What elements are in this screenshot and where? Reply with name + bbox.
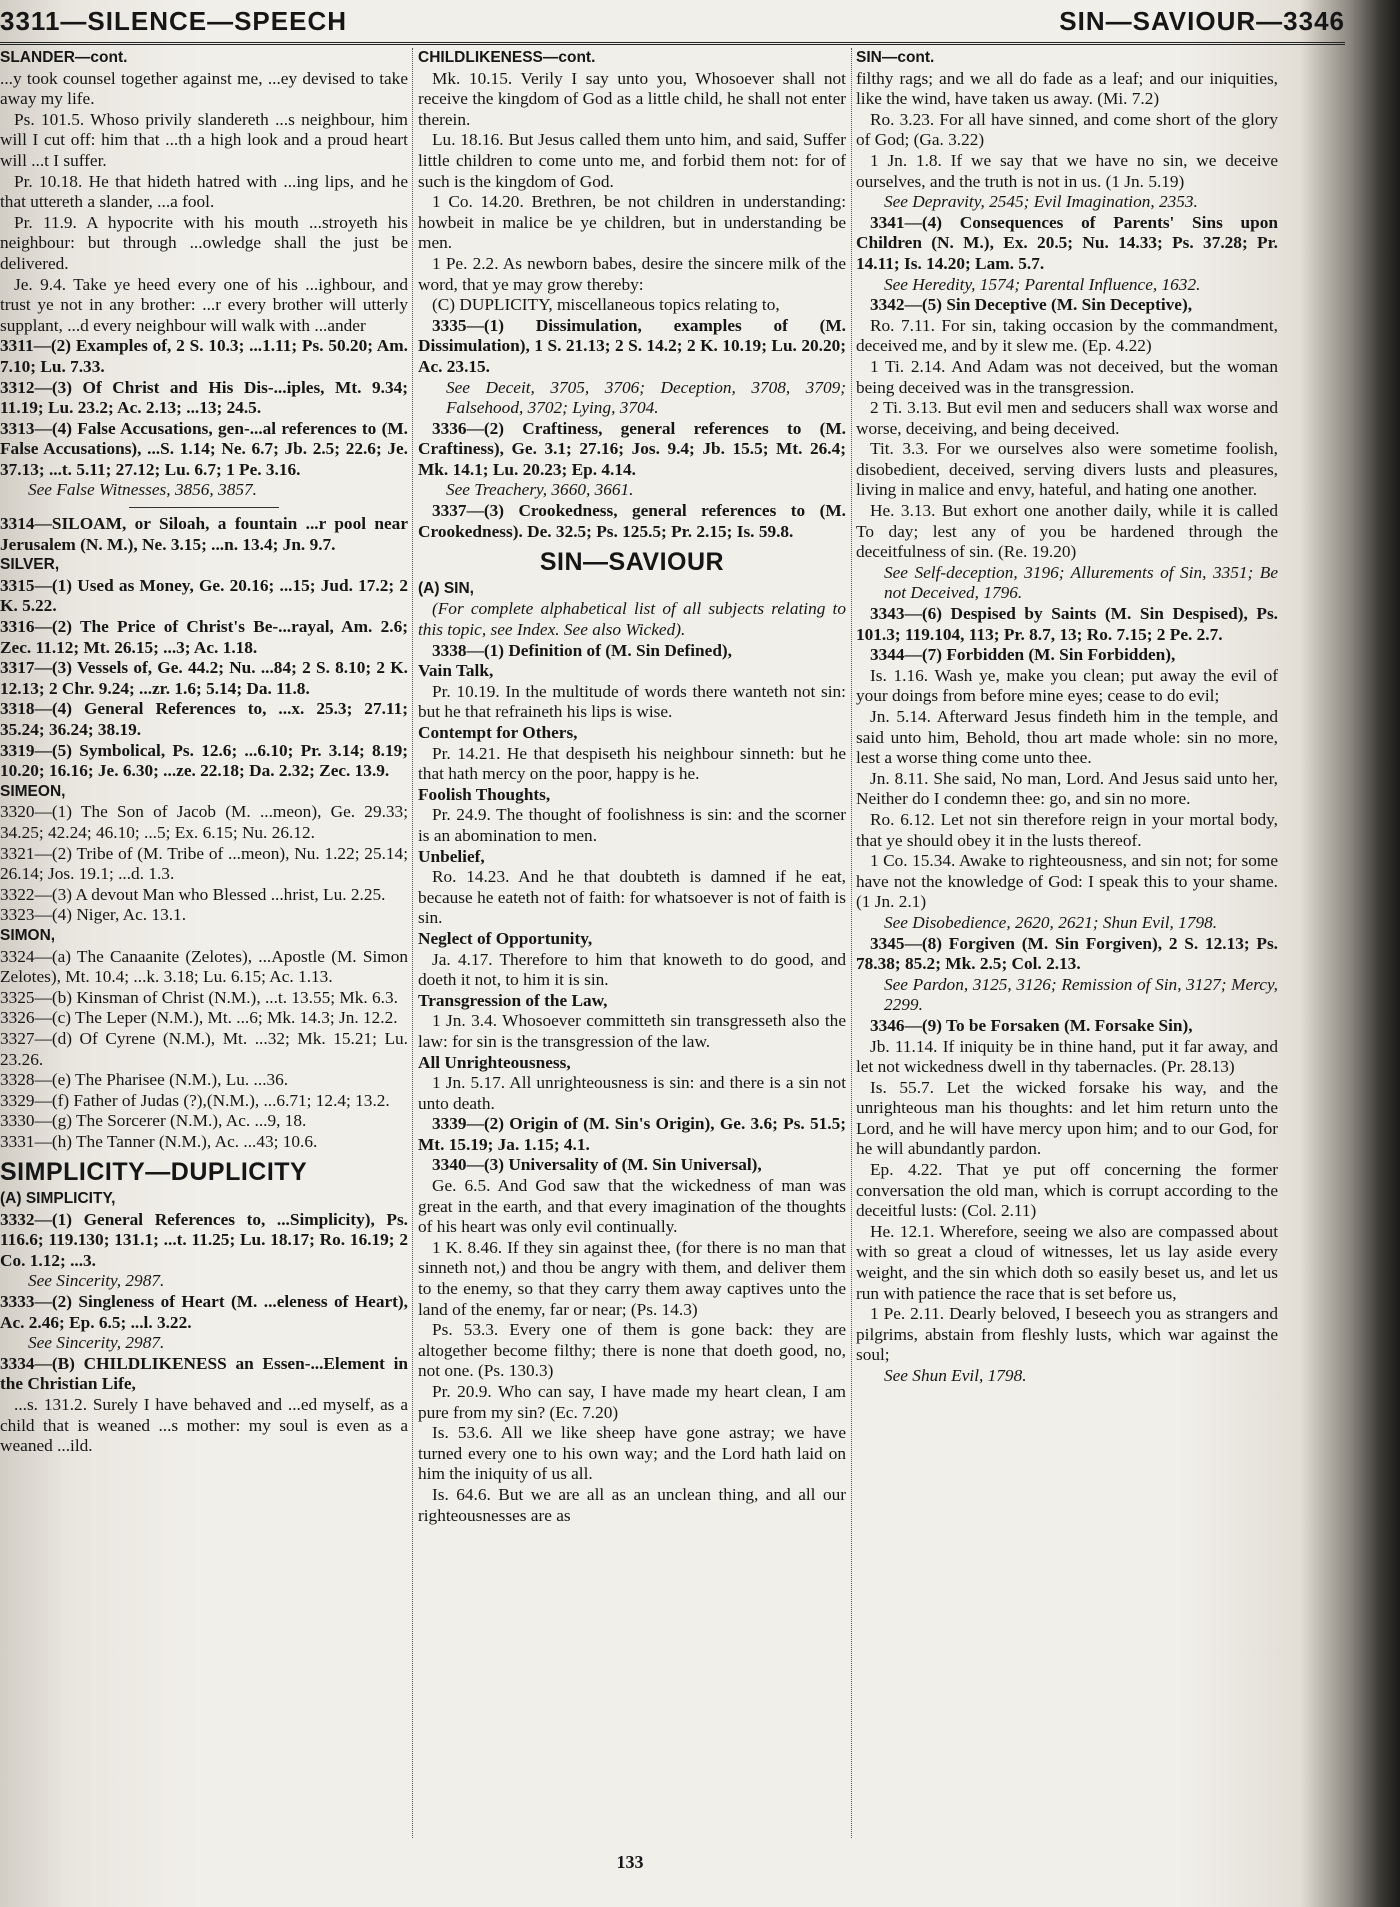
numbered-entry: 3344—(7) Forbidden (M. Sin Forbidden),	[870, 645, 1176, 665]
column-3	[856, 48, 1278, 1838]
divider	[129, 507, 279, 508]
subject-heading: SIMEON,	[0, 782, 66, 800]
verse-entry: Pr. 14.21. He that despiseth his neighbour sinneth: but he that hath mercy on the poor, happy is he.	[418, 743, 846, 784]
numbered-entry: 3324—(a) The Canaanite (Zelotes), ...Apostle (M. Simon Zelotes), Mt. 10.4; ...k. 3.18; Lu. 6.15; Ac. 1.13.	[0, 946, 408, 987]
topic-subheading: Unbelief,	[418, 846, 485, 866]
verse-entry: ...s. 131.2. Surely I have behaved and ...ed myself, as a child that is weaned ...s mother: my soul is even as a weaned ...ild.	[0, 1395, 408, 1456]
numbered-entry: 3335—(1) Dissimulation, examples of (M. Dissimulation), 1 S. 21.13; 2 S. 14.2; 2 K. 10.19; Lu. 20.20; Ac. 23.15.	[418, 315, 846, 376]
verse-entry: Is. 64.6. But we are all as an unclean thing, and all our righteousnesses are as	[418, 1484, 846, 1525]
subject-heading: SIMON,	[0, 926, 56, 944]
verse-entry: Is. 53.6. All we like sheep have gone astray; we have turned every one to his own way; and the Lord hath laid on him the iniquity of us all.	[418, 1423, 846, 1484]
numbered-entry: 3334—(B) CHILDLIKENESS an Essen-...Element in the Christian Life,	[0, 1353, 408, 1394]
cross-reference: See Disobedience, 2620, 2621; Shun Evil, 1798.	[884, 912, 1218, 932]
numbered-entry: 3328—(e) The Pharisee (N.M.), Lu. ...36.	[0, 1070, 289, 1090]
numbered-entry: 3342—(5) Sin Deceptive (M. Sin Deceptive),	[870, 295, 1193, 315]
numbered-entry: 3326—(c) The Leper (N.M.), Mt. ...6; Mk. 14.3; Jn. 12.2.	[0, 1008, 398, 1028]
verse-entry: Ro. 3.23. For all have sinned, and come short of the glory of God; (Ga. 3.22)	[856, 109, 1278, 150]
subsection-heading: (A) SIMPLICITY,	[0, 1190, 116, 1208]
numbered-entry: 3323—(4) Niger, Ac. 13.1.	[0, 905, 187, 925]
running-header-right: SIN—SAVIOUR—3346	[1059, 6, 1345, 36]
verse-entry: 1 Pe. 2.2. As newborn babes, desire the sincere milk of the word, that ye may grow thereby:	[418, 253, 846, 294]
continuation-heading: SIN—cont.	[856, 49, 935, 66]
verse-entry: He. 12.1. Wherefore, seeing we also are compassed about with so great a cloud of witnesses, let us lay aside every weight, and the sin which doth so easily beset us, and let us run with patience the race that is set before us,	[856, 1221, 1278, 1303]
verse-entry: 1 Jn. 5.17. All unrighteousness is sin: and there is a sin not unto death.	[418, 1073, 846, 1113]
verse-entry: Pr. 10.19. In the multitude of words there wanteth not sin: but he that refraineth his lips is wise.	[418, 681, 846, 722]
running-header	[0, 4, 1345, 45]
verse-entry: Je. 9.4. Take ye heed every one of his ...ighbour, and trust ye not in any brother: ...r every brother will utterly supplant, ...d every neighbour will walk with ...ander	[0, 274, 408, 335]
cross-reference: See Sincerity, 2987.	[28, 1333, 165, 1353]
verse-entry: Pr. 10.18. He that hideth hatred with ...ing lips, and he that uttereth a slander, ...a fool.	[0, 171, 408, 212]
column-divider	[412, 48, 413, 1838]
cross-reference: See Sincerity, 2987.	[28, 1271, 165, 1291]
verse-entry: Ro. 14.23. And he that doubteth is damned if he eat, because he eateth not of faith: for whatsoever is not of faith is sin.	[418, 867, 846, 928]
numbered-entry: 3317—(3) Vessels of, Ge. 44.2; Nu. ...84; 2 S. 8.10; 2 K. 12.13; 2 Chr. 9.24; ...zr. 1.6; 5.14; Da. 11.8.	[0, 658, 408, 698]
numbered-entry: 3331—(h) The Tanner (N.M.), Ac. ...43; 10.6.	[0, 1131, 318, 1151]
topic-subheading: All Unrighteousness,	[418, 1052, 571, 1072]
verse-entry: 1 Pe. 2.11. Dearly beloved, I beseech you as strangers and pilgrims, abstain from fleshly lusts, which war against the soul;	[856, 1304, 1278, 1365]
numbered-entry: 3330—(g) The Sorcerer (N.M.), Ac. ...9, 18.	[0, 1111, 307, 1131]
verse-entry: Ps. 101.5. Whoso privily slandereth ...s neighbour, him will I cut off: him that ...th a high look and a proud heart will ...t I suffer.	[0, 109, 408, 170]
numbered-entry: 3316—(2) The Price of Christ's Be-...rayal, Am. 2.6; Zec. 11.12; Mt. 26.15; ...3; Ac. 1.18.	[0, 617, 408, 657]
cross-reference: See Deceit, 3705, 3706; Deception, 3708, 3709; Falsehood, 3702; Lying, 3704.	[446, 377, 846, 418]
verse-entry: 1 K. 8.46. If they sin against thee, (for there is no man that sinneth not,) and thou be angry with them, and deliver them to the enemy, so that they carry them away captives unto the land of the enemy, far or near; (Ps. 14.3)	[418, 1237, 846, 1319]
numbered-entry: 3339—(2) Origin of (M. Sin's Origin), Ge. 3.6; Ps. 51.5; Mt. 15.19; Ja. 1.15; 4.1.	[418, 1114, 846, 1154]
page-number: 133	[616, 1852, 644, 1872]
verse-entry: Lu. 18.16. But Jesus called them unto him, and said, Suffer little children to come unto me, and forbid them not: for of such is the kingdom of God.	[418, 130, 846, 191]
numbered-entry: 3325—(b) Kinsman of Christ (N.M.), ...t. 13.55; Mk. 6.3.	[0, 987, 398, 1007]
verse-entry: Ps. 53.3. Every one of them is gone back: they are altogether become filthy; there is none that doeth good, no, not one. (Ps. 130.3)	[418, 1320, 846, 1381]
numbered-entry: 3338—(1) Definition of (M. Sin Defined),	[432, 640, 733, 660]
numbered-entry: 3318—(4) General References to, ...x. 25.3; 27.11; 35.24; 36.24; 38.19.	[0, 699, 408, 739]
numbered-entry: 3320—(1) The Son of Jacob (M. ...meon), Ge. 29.33; 34.25; 42.24; 46.10; ...5; Ex. 6.15; Nu. 26.12.	[0, 802, 408, 842]
cross-reference: See Self-deception, 3196; Allurements of Sin, 3351; Be not Deceived, 1796.	[884, 562, 1278, 603]
verse-entry: Ro. 6.12. Let not sin therefore reign in your mortal body, that ye should obey it in the lusts thereof.	[856, 809, 1278, 850]
verse-entry: filthy rags; and we all do fade as a leaf; and our iniquities, like the wind, have taken us away. (Mi. 7.2)	[856, 68, 1278, 109]
continuation-heading: SLANDER—cont.	[0, 49, 128, 66]
numbered-entry: 3319—(5) Symbolical, Ps. 12.6; ...6.10; Pr. 3.14; 8.19; 10.20; 16.16; Je. 6.30; ...ze. 22.18; Da. 2.32; Zec. 13.9.	[0, 740, 408, 781]
verse-entry: Ep. 4.22. That ye put off concerning the former conversation the old man, which is corrupt according to the deceitful lusts: (Col. 2.11)	[856, 1160, 1278, 1221]
verse-entry: 1 Ti. 2.14. And Adam was not deceived, but the woman being deceived was in the transgression.	[856, 356, 1278, 397]
verse-entry: 1 Jn. 3.4. Whosoever committeth sin transgresseth also the law: for sin is the transgression of the law.	[418, 1011, 846, 1051]
continuation-heading: CHILDLIKENESS—cont.	[418, 49, 596, 66]
subsection-heading: (A) SIN,	[418, 579, 474, 597]
verse-entry: Ge. 6.5. And God saw that the wickedness of man was great in the earth, and that every imagination of the thoughts of his heart was only evil continually.	[418, 1176, 846, 1237]
verse-entry: Mk. 10.15. Verily I say unto you, Whosoever shall not receive the kingdom of God as a little child, he shall not enter therein.	[418, 68, 846, 129]
cross-reference: See Shun Evil, 1798.	[884, 1366, 1027, 1385]
section-title: SIMPLICITY—DUPLICITY	[0, 1158, 308, 1187]
numbered-entry: 3322—(3) A devout Man who Blessed ...hrist, Lu. 2.25.	[0, 884, 386, 904]
numbered-entry: 3336—(2) Craftiness, general references to (M. Craftiness), Ge. 3.1; 27.16; Jos. 9.4; Jb. 15.5; Mt. 26.4; Mk. 14.1; Lu. 20.23; Ep. 4.14.	[418, 418, 846, 479]
numbered-entry: 3313—(4) False Accusations, gen-...al references to (M. False Accusations), ...S. 1.14; Ne. 6.7; Jb. 2.5; 22.6; Je. 37.13; ...t. 5.11; 27.12; Lu. 6.7; 1 Pe. 3.16.	[0, 418, 408, 479]
verse-entry: Pr. 24.9. The thought of foolishness is sin: and the scorner is an abomination to men.	[418, 805, 846, 845]
verse-entry: Jb. 11.14. If iniquity be in thine hand, put it far away, and let not wickedness dwell in thy tabernacles. (Pr. 28.13)	[856, 1036, 1278, 1077]
verse-entry: Tit. 3.3. For we ourselves also were sometime foolish, disobedient, deceived, serving divers lusts and pleasures, living in malice and envy, hateful, and hating one another.	[856, 439, 1278, 500]
verse-entry: Pr. 11.9. A hypocrite with his mouth ...stroyeth his neighbour: but through ...owledge shall the just be delivered.	[0, 212, 408, 273]
text-line: ...y took counsel together against me, ...ey devised to take away my life.	[0, 68, 408, 109]
index-note: (For complete alphabetical list of all subjects relating to this topic, see Index. See also Wicked).	[418, 599, 846, 640]
numbered-entry: 3333—(2) Singleness of Heart (M. ...eleness of Heart), Ac. 2.46; Ep. 6.5; ...l. 3.22.	[0, 1292, 408, 1332]
cross-reference: See Pardon, 3125, 3126; Remission of Sin, 3127; Mercy, 2299.	[884, 974, 1278, 1015]
cross-reference: See Treachery, 3660, 3661.	[446, 480, 634, 500]
numbered-entry: 3345—(8) Forgiven (M. Sin Forgiven), 2 S. 12.13; Ps. 78.38; 85.2; Mk. 2.5; Col. 2.13.	[856, 933, 1278, 974]
numbered-entry: 3346—(9) To be Forsaken (M. Forsake Sin),	[870, 1015, 1193, 1035]
verse-entry: Is. 1.16. Wash ye, make you clean; put away the evil of your doings from before mine eyes; cease to do evil;	[856, 665, 1278, 706]
numbered-entry: 3315—(1) Used as Money, Ge. 20.16; ...15; Jud. 17.2; 2 K. 5.22.	[0, 575, 408, 616]
numbered-entry: 3321—(2) Tribe of (M. Tribe of ...meon), Nu. 1.22; 25.14; 26.14; Jos. 19.1; ...d. 1.3.	[0, 843, 408, 884]
numbered-entry: 3341—(4) Consequences of Parents' Sins upon Children (N. M.), Ex. 20.5; Nu. 14.33; Ps. 37.28; Pr. 14.11; Is. 14.20; Lam. 5.7.	[856, 212, 1278, 273]
cross-reference: See Heredity, 1574; Parental Influence, 1632.	[884, 274, 1201, 294]
section-title: SIN—SAVIOUR	[539, 548, 725, 577]
verse-entry: Jn. 5.14. Afterward Jesus findeth him in the temple, and said unto him, Behold, thou art made whole: sin no more, lest a worse thing come unto thee.	[856, 707, 1278, 768]
running-header-left: 3311—SILENCE—SPEECH	[0, 6, 348, 36]
verse-entry: Is. 55.7. Let the wicked forsake his way, and the unrighteous man his thoughts: and let him return unto the Lord, and he will have mercy upon him; and to our God, for he will abundantly pardon.	[856, 1077, 1278, 1159]
topic-subheading: Vain Talk,	[418, 661, 494, 681]
topic-subheading: Contempt for Others,	[418, 723, 578, 742]
numbered-entry: 3329—(f) Father of Judas (?),(N.M.), ...6.71; 12.4; 13.2.	[0, 1090, 390, 1110]
numbered-entry: 3311—(2) Examples of, 2 S. 10.3; ...1.11; Ps. 50.20; Am. 7.10; Lu. 7.33.	[0, 336, 408, 376]
numbered-entry: 3343—(6) Despised by Saints (M. Sin Despised), Ps. 101.3; 119.104, 113; Pr. 8.7, 13; Ro. 7.15; 2 Pe. 2.7.	[856, 604, 1278, 644]
numbered-entry: 3340—(3) Universality of (M. Sin Universal),	[432, 1155, 762, 1175]
verse-entry: He. 3.13. But exhort one another daily, while it is called To day; lest any of you be hardened through the deceitfulness of sin. (Re. 19.20)	[856, 501, 1278, 562]
topic-subheading: Neglect of Opportunity,	[418, 928, 593, 948]
verse-entry: 2 Ti. 3.13. But evil men and seducers shall wax worse and worse, deceiving, and being deceived.	[856, 398, 1278, 438]
verse-entry: 1 Co. 14.20. Brethren, be not children in understanding: howbeit in malice be ye children, but in understanding be men.	[418, 192, 846, 253]
verse-entry: Ro. 7.11. For sin, taking occasion by the commandment, deceived me, and by it slew me. (Ep. 4.22)	[856, 315, 1278, 356]
topic-subheading: Transgression of the Law,	[418, 990, 608, 1010]
verse-entry: Jn. 8.11. She said, No man, Lord. And Jesus said unto her, Neither do I condemn thee: go, and sin no more.	[856, 768, 1278, 809]
verse-entry: Ja. 4.17. Therefore to him that knoweth to do good, and doeth it not, to him it is sin.	[418, 949, 846, 990]
subsection-heading: (C) DUPLICITY, miscellaneous topics relating to,	[432, 295, 780, 315]
column-2	[418, 48, 846, 1838]
numbered-entry: 3332—(1) General References to, ...Simplicity), Ps. 116.6; 119.130; 131.1; ...t. 11.25; Lu. 18.17; Ro. 16.19; 2 Co. 1.12; ...3.	[0, 1209, 408, 1270]
verse-entry: 1 Co. 15.34. Awake to righteousness, and sin not; for some have not the knowledge of God: I speak this to your shame. (1 Jn. 2.1)	[856, 851, 1278, 912]
numbered-entry: 3314—SILOAM, or Siloah, a fountain ...r pool near Jerusalem (N. M.), Ne. 3.15; ...n. 13.4; Jn. 9.7.	[0, 514, 408, 554]
column-1	[0, 48, 408, 1838]
verse-entry: 1 Jn. 1.8. If we say that we have no sin, we deceive ourselves, and the truth is not in us. (1 Jn. 5.19)	[856, 150, 1278, 191]
numbered-entry: 3312—(3) Of Christ and His Dis-...iples, Mt. 9.34; 11.19; Lu. 23.2; Ac. 2.13; ...13; 24.5.	[0, 377, 408, 418]
numbered-entry: 3337—(3) Crookedness, general references to (M. Crookedness). De. 32.5; Ps. 125.5; Pr. 2.15; Is. 59.8.	[418, 501, 846, 541]
verse-entry: Pr. 20.9. Who can say, I have made my heart clean, I am pure from my sin? (Ec. 7.20)	[418, 1382, 846, 1422]
topic-subheading: Foolish Thoughts,	[418, 784, 551, 804]
cross-reference: See Depravity, 2545; Evil Imagination, 2353.	[884, 192, 1198, 212]
cross-reference: See False Witnesses, 3856, 3857.	[28, 480, 257, 500]
numbered-entry: 3327—(d) Of Cyrene (N.M.), Mt. ...32; Mk. 15.21; Lu. 23.26.	[0, 1028, 408, 1069]
column-divider	[851, 48, 852, 1838]
subject-heading: SILVER,	[0, 556, 60, 574]
